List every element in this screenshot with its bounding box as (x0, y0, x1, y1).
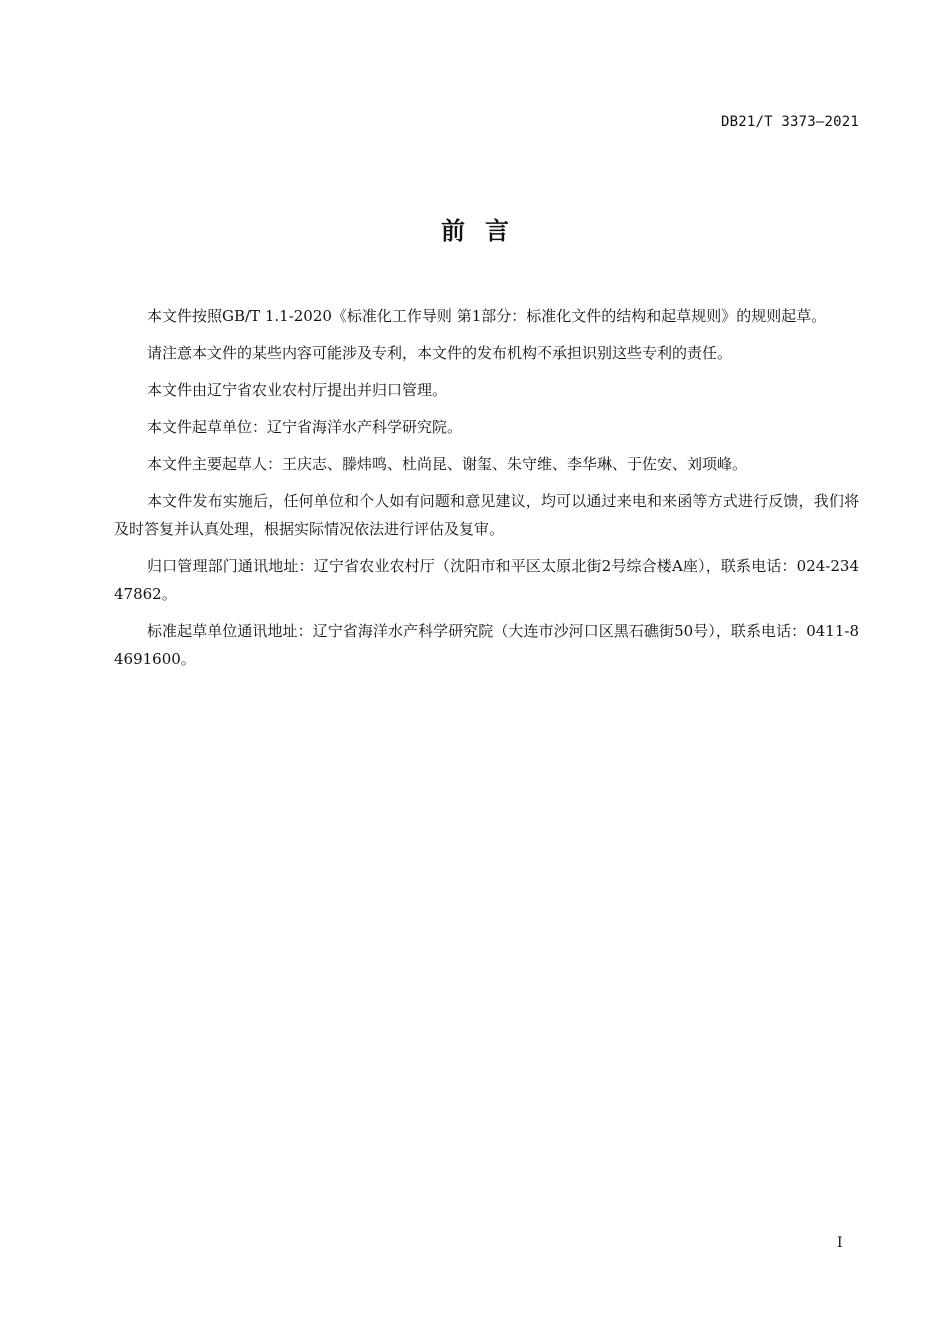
foreword-body (114, 302, 859, 682)
paragraph-drafting-rules: 本文件按照GB/T 1.1-2020《标准化工作导则 第1部分：标准化文件的结构和起草规则》的规则起草。 (147, 307, 827, 325)
paragraph-drafters: 本文件主要起草人：王庆志、滕炜鸣、杜尚昆、谢玺、朱守维、李华琳、于佐安、刘项峰。 (147, 455, 748, 473)
paragraph-drafting-unit: 本文件起草单位：辽宁省海洋水产科学研究院。 (147, 418, 463, 436)
document-code: DB21/T 3373—2021 (720, 114, 859, 130)
paragraph-admin-contact: 归口管理部门通讯地址：辽宁省农业农村厅（沈阳市和平区太原北街2号综合楼A座），联系电话：024-23447862。 (114, 557, 859, 603)
paragraph-patent-notice: 请注意本文件的某些内容可能涉及专利，本文件的发布机构不承担识别这些专利的责任。 (147, 344, 733, 362)
paragraph-proposer: 本文件由辽宁省农业农村厅提出并归口管理。 (147, 381, 448, 399)
page-number: I (837, 1235, 843, 1251)
page-title: 前言 (441, 217, 529, 245)
paragraph-feedback: 本文件发布实施后，任何单位和个人如有问题和意见建议，均可以通过来电和来函等方式进行反馈，我们将及时答复并认真处理，根据实际情况依法进行评估及复审。 (114, 492, 859, 538)
paragraph-drafter-contact: 标准起草单位通讯地址：辽宁省海洋水产科学研究院（大连市沙河口区黑石礁街50号），联系电话：0411-84691600。 (114, 622, 859, 668)
